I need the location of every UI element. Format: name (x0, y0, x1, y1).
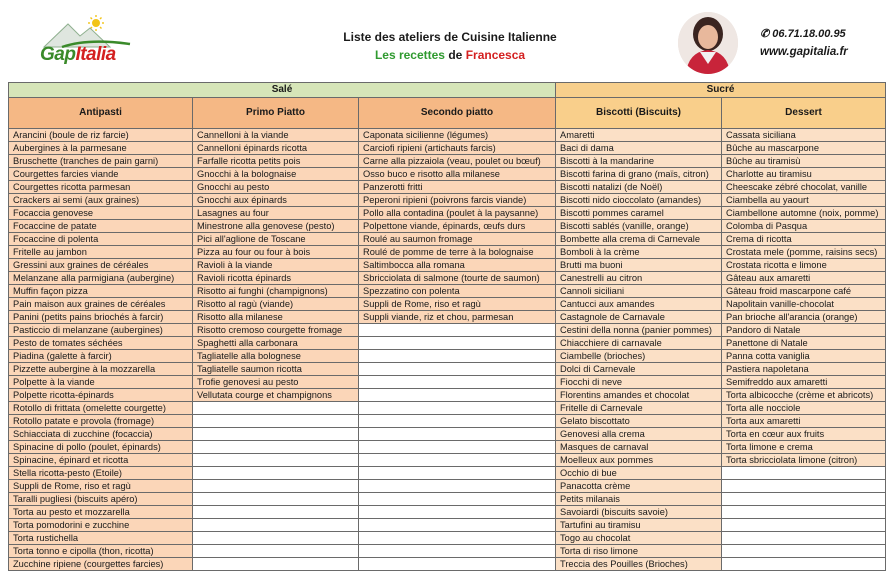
biscotti-cell: Biscotti natalizi (de Noël) (556, 181, 722, 194)
biscotti-cell: Biscotti à la mandarine (556, 155, 722, 168)
dessert-cell: Torta aux amaretti (722, 415, 886, 428)
primo-piatto-cell (193, 545, 359, 558)
table-row (9, 493, 886, 506)
dessert-cell (722, 493, 886, 506)
table-row (9, 259, 886, 272)
table-row (9, 155, 886, 168)
antipasti-cell: Pasticcio di melanzane (aubergines) (9, 324, 193, 337)
antipasti-cell: Torta rustichella (9, 532, 193, 545)
antipasti-cell: Pizzette aubergine à la mozzarella (9, 363, 193, 376)
antipasti-cell: Spinacine di pollo (poulet, épinards) (9, 441, 193, 454)
secondo-piatto-cell (359, 558, 556, 571)
biscotti-cell: Bomboli à la crème (556, 246, 722, 259)
primo-piatto-cell (193, 493, 359, 506)
secondo-piatto-cell (359, 441, 556, 454)
table-row (9, 272, 886, 285)
secondo-piatto-cell: Suppli de Rome, riso et ragù (359, 298, 556, 311)
secondo-piatto-cell: Osso buco e risotto alla milanese (359, 168, 556, 181)
secondo-piatto-cell (359, 545, 556, 558)
dessert-cell (722, 506, 886, 519)
biscotti-cell: Chiacchiere di carnavale (556, 337, 722, 350)
dessert-cell: Bûche au mascarpone (722, 142, 886, 155)
table-row (9, 415, 886, 428)
antipasti-cell: Schiacciata di zucchine (focaccia) (9, 428, 193, 441)
biscotti-cell: Treccia des Pouilles (Brioches) (556, 558, 722, 571)
secondo-piatto-cell (359, 532, 556, 545)
secondo-piatto-cell (359, 337, 556, 350)
primo-piatto-cell: Tagliatelle saumon ricotta (193, 363, 359, 376)
primo-piatto-cell: Ravioli à la viande (193, 259, 359, 272)
secondo-piatto-cell: Panzerotti fritti (359, 181, 556, 194)
biscotti-cell: Fiocchi di neve (556, 376, 722, 389)
gapitalia-logo[interactable] (40, 14, 135, 70)
antipasti-cell: Rotollo patate e provola (fromage) (9, 415, 193, 428)
table-row (9, 181, 886, 194)
table-row (9, 558, 886, 571)
dessert-cell: Gâteau aux amaretti (722, 272, 886, 285)
antipasti-cell: Courgettes farcies viande (9, 168, 193, 181)
primo-piatto-cell: Ravioli ricotta épinards (193, 272, 359, 285)
table-row (9, 532, 886, 545)
secondo-piatto-cell: Carciofi ripieni (artichauts farcis) (359, 142, 556, 155)
primo-piatto-cell (193, 519, 359, 532)
biscotti-cell: Panacotta crème (556, 480, 722, 493)
biscotti-cell: Biscotti farina di grano (maïs, citron) (556, 168, 722, 181)
primo-piatto-cell: Cannelloni à la viande (193, 129, 359, 142)
biscotti-cell: Ciambelle (brioches) (556, 350, 722, 363)
biscotti-cell: Baci di dama (556, 142, 722, 155)
table-row (9, 441, 886, 454)
primo-piatto-cell (193, 480, 359, 493)
biscotti-cell: Fritelle di Carnevale (556, 402, 722, 415)
dessert-cell (722, 519, 886, 532)
table-row (9, 376, 886, 389)
sun-mountain-icon (40, 14, 135, 48)
antipasti-cell: Polpette ricotta-épinards (9, 389, 193, 402)
dessert-cell (722, 532, 886, 545)
biscotti-cell: Canestrelli au citron (556, 272, 722, 285)
antipasti-cell: Torta au pesto et mozzarella (9, 506, 193, 519)
column-antipasti: Antipasti (9, 98, 193, 129)
biscotti-cell: Biscotti nido cioccolato (amandes) (556, 194, 722, 207)
table-row (9, 324, 886, 337)
secondo-piatto-cell: Pollo alla contadina (poulet à la paysanne) (359, 207, 556, 220)
table-row (9, 506, 886, 519)
group-sucre: Sucré (556, 83, 886, 98)
biscotti-cell: Genovesi alla crema (556, 428, 722, 441)
antipasti-cell: Spinacine, épinard et ricotta (9, 454, 193, 467)
biscotti-cell: Bombette alla crema di Carnevale (556, 233, 722, 246)
column-primo-piatto: Primo Piatto (193, 98, 359, 129)
dessert-cell: Colomba di Pasqua (722, 220, 886, 233)
antipasti-cell: Taralli pugliesi (biscuits apéro) (9, 493, 193, 506)
secondo-piatto-cell (359, 402, 556, 415)
dessert-cell (722, 545, 886, 558)
table-row (9, 311, 886, 324)
secondo-piatto-cell (359, 324, 556, 337)
secondo-piatto-cell (359, 350, 556, 363)
biscotti-cell: Savoiardi (biscuits savoie) (556, 506, 722, 519)
table-row (9, 402, 886, 415)
secondo-piatto-cell: Peperoni ripieni (poivrons farcis viande) (359, 194, 556, 207)
secondo-piatto-cell: Carne alla pizzaiola (veau, poulet ou bœuf) (359, 155, 556, 168)
table-row (9, 194, 886, 207)
dessert-cell: Pan brioche all'arancia (orange) (722, 311, 886, 324)
primo-piatto-cell (193, 402, 359, 415)
dessert-cell: Pastiera napoletana (722, 363, 886, 376)
table-row (9, 233, 886, 246)
table-row (9, 545, 886, 558)
primo-piatto-cell: Pizza au four ou four à bois (193, 246, 359, 259)
dessert-cell: Gâteau froid mascarpone café (722, 285, 886, 298)
table-row (9, 168, 886, 181)
dessert-cell: Panna cotta vaniglia (722, 350, 886, 363)
primo-piatto-cell: Cannelloni épinards ricotta (193, 142, 359, 155)
antipasti-cell: Crackers ai semi (aux graines) (9, 194, 193, 207)
recipes-table (8, 82, 886, 571)
antipasti-cell: Stella ricotta-pesto (Etoile) (9, 467, 193, 480)
primo-piatto-cell: Gnocchi à la bolognaise (193, 168, 359, 181)
antipasti-cell: Zucchine ripiene (courgettes farcies) (9, 558, 193, 571)
table-row (9, 350, 886, 363)
page-title: Liste des ateliers de Cuisine Italienne (343, 30, 557, 44)
antipasti-cell: Panini (petits pains briochés à farcir) (9, 311, 193, 324)
column-secondo-piatto: Secondo piatto (359, 98, 556, 129)
table-row (9, 480, 886, 493)
biscotti-cell: Moelleux aux pommes (556, 454, 722, 467)
primo-piatto-cell: Spaghetti alla carbonara (193, 337, 359, 350)
biscotti-cell: Florentins amandes et chocolat (556, 389, 722, 402)
table-row (9, 428, 886, 441)
secondo-piatto-cell: Roulé au saumon fromage (359, 233, 556, 246)
dessert-cell: Crostata mele (pomme, raisins secs) (722, 246, 886, 259)
antipasti-cell: Fritelle au jambon (9, 246, 193, 259)
secondo-piatto-cell: Caponata sicilienne (légumes) (359, 129, 556, 142)
antipasti-cell: Rotollo di frittata (omelette courgette) (9, 402, 193, 415)
antipasti-cell: Aubergines à la parmesane (9, 142, 193, 155)
secondo-piatto-cell (359, 389, 556, 402)
group-header-row (9, 83, 886, 98)
antipasti-cell: Polpette à la viande (9, 376, 193, 389)
antipasti-cell: Muffin façon pizza (9, 285, 193, 298)
primo-piatto-cell: Risotto ai funghi (champignons) (193, 285, 359, 298)
primo-piatto-cell (193, 428, 359, 441)
antipasti-cell: Focaccine de patate (9, 220, 193, 233)
secondo-piatto-cell: Polpettone viande, épinards, œufs durs (359, 220, 556, 233)
antipasti-cell: Suppli de Rome, riso et ragù (9, 480, 193, 493)
secondo-piatto-cell (359, 363, 556, 376)
table-row (9, 207, 886, 220)
page-subtitle: Les recettes de Francesca (374, 48, 526, 62)
dessert-cell: Pandoro di Natale (722, 324, 886, 337)
primo-piatto-cell (193, 558, 359, 571)
table-row (9, 246, 886, 259)
primo-piatto-cell: Lasagnes au four (193, 207, 359, 220)
secondo-piatto-cell (359, 480, 556, 493)
biscotti-cell: Brutti ma buoni (556, 259, 722, 272)
website-link[interactable]: www.gapitalia.fr (760, 46, 848, 58)
dessert-cell: Semifreddo aux amaretti (722, 376, 886, 389)
secondo-piatto-cell: Saltimbocca alla romana (359, 259, 556, 272)
secondo-piatto-cell (359, 506, 556, 519)
biscotti-cell: Castagnole de Carnavale (556, 311, 722, 324)
secondo-piatto-cell (359, 519, 556, 532)
table-row (9, 337, 886, 350)
table-row (9, 220, 886, 233)
antipasti-cell: Piadina (galette à farcir) (9, 350, 193, 363)
primo-piatto-cell: Trofie genovesi au pesto (193, 376, 359, 389)
dessert-cell (722, 467, 886, 480)
column-biscotti: Biscotti (Biscuits) (556, 98, 722, 129)
column-dessert: Dessert (722, 98, 886, 129)
dessert-cell: Torta albicocche (crème et abricots) (722, 389, 886, 402)
dessert-cell (722, 480, 886, 493)
dessert-cell: Torta limone e crema (722, 441, 886, 454)
logo-wordmark: GapItalia (40, 44, 116, 65)
primo-piatto-cell: Risotto alla milanese (193, 311, 359, 324)
secondo-piatto-cell: Roulé de pomme de terre à la bolognaise (359, 246, 556, 259)
antipasti-cell: Melanzane alla parmigiana (aubergine) (9, 272, 193, 285)
biscotti-cell: Tartufini au tiramisu (556, 519, 722, 532)
primo-piatto-cell: Minestrone alla genovese (pesto) (193, 220, 359, 233)
secondo-piatto-cell: Spezzatino con polenta (359, 285, 556, 298)
antipasti-cell: Pesto de tomates séchées (9, 337, 193, 350)
dessert-cell: Cassata siciliana (722, 129, 886, 142)
antipasti-cell: Gressini aux graines de céréales (9, 259, 193, 272)
recipes-body (9, 129, 886, 571)
antipasti-cell: Focaccia genovese (9, 207, 193, 220)
antipasti-cell: Focaccine di polenta (9, 233, 193, 246)
biscotti-cell: Gelato biscottato (556, 415, 722, 428)
secondo-piatto-cell: Sbricciolata di salmone (tourte de saumon) (359, 272, 556, 285)
secondo-piatto-cell (359, 376, 556, 389)
primo-piatto-cell: Gnocchi au pesto (193, 181, 359, 194)
dessert-cell: Napolitain vanille-chocolat (722, 298, 886, 311)
dessert-cell: Ciambella au yaourt (722, 194, 886, 207)
biscotti-cell: Cannoli siciliani (556, 285, 722, 298)
antipasti-cell: Courgettes ricotta parmesan (9, 181, 193, 194)
title-block (300, 28, 600, 64)
contact-block (760, 26, 890, 62)
primo-piatto-cell (193, 415, 359, 428)
group-sale: Salé (9, 83, 556, 98)
secondo-piatto-cell (359, 467, 556, 480)
antipasti-cell: Bruschette (tranches de pain garni) (9, 155, 193, 168)
biscotti-cell: Petits milanais (556, 493, 722, 506)
secondo-piatto-cell (359, 493, 556, 506)
primo-piatto-cell: Tagliatelle alla bolognese (193, 350, 359, 363)
primo-piatto-cell (193, 532, 359, 545)
primo-piatto-cell (193, 454, 359, 467)
table-row (9, 285, 886, 298)
primo-piatto-cell: Pici all'aglione de Toscane (193, 233, 359, 246)
antipasti-cell: Torta tonno e cipolla (thon, ricotta) (9, 545, 193, 558)
antipasti-cell: Pain maison aux graines de céréales (9, 298, 193, 311)
primo-piatto-cell: Farfalle ricotta petits pois (193, 155, 359, 168)
table-row (9, 389, 886, 402)
dessert-cell: Charlotte au tiramisu (722, 168, 886, 181)
antipasti-cell: Torta pomodorini e zucchine (9, 519, 193, 532)
secondo-piatto-cell (359, 454, 556, 467)
page-header (0, 0, 890, 82)
biscotti-cell: Dolci di Carnevale (556, 363, 722, 376)
chef-photo (678, 12, 738, 74)
table-row (9, 363, 886, 376)
biscotti-cell: Biscotti pommes caramel (556, 207, 722, 220)
primo-piatto-cell (193, 506, 359, 519)
dessert-cell (722, 558, 886, 571)
biscotti-cell: Occhio di bue (556, 467, 722, 480)
primo-piatto-cell: Vellutata courge et champignons (193, 389, 359, 402)
dessert-cell: Cheescake zébré chocolat, vanille (722, 181, 886, 194)
biscotti-cell: Biscotti sablés (vanille, orange) (556, 220, 722, 233)
table-row (9, 519, 886, 532)
biscotti-cell: Torta di riso limone (556, 545, 722, 558)
biscotti-cell: Togo au chocolat (556, 532, 722, 545)
dessert-cell: Torta alle nocciole (722, 402, 886, 415)
biscotti-cell: Masques de carnaval (556, 441, 722, 454)
biscotti-cell: Amaretti (556, 129, 722, 142)
column-header-row (9, 98, 886, 129)
dessert-cell: Crostata ricotta e limone (722, 259, 886, 272)
dessert-cell: Crema di ricotta (722, 233, 886, 246)
primo-piatto-cell (193, 441, 359, 454)
primo-piatto-cell: Gnocchi aux épinards (193, 194, 359, 207)
phone-number[interactable]: ✆ 06.71.18.00.95 (760, 28, 846, 40)
secondo-piatto-cell (359, 415, 556, 428)
antipasti-cell: Arancini (boule de riz farcie) (9, 129, 193, 142)
table-row (9, 142, 886, 155)
dessert-cell: Bûche au tiramisù (722, 155, 886, 168)
biscotti-cell: Cestini della nonna (panier pommes) (556, 324, 722, 337)
secondo-piatto-cell: Suppli viande, riz et chou, parmesan (359, 311, 556, 324)
dessert-cell: Torta en cœur aux fruits (722, 428, 886, 441)
primo-piatto-cell: Risotto cremoso courgette fromage (193, 324, 359, 337)
table-row (9, 467, 886, 480)
biscotti-cell: Cantucci aux amandes (556, 298, 722, 311)
primo-piatto-cell: Risotto al ragù (viande) (193, 298, 359, 311)
dessert-cell: Panettone di Natale (722, 337, 886, 350)
primo-piatto-cell (193, 467, 359, 480)
dessert-cell: Torta sbricciolata limone (citron) (722, 454, 886, 467)
dessert-cell: Ciambellone automne (noix, pomme) (722, 207, 886, 220)
table-row (9, 454, 886, 467)
table-row (9, 129, 886, 142)
secondo-piatto-cell (359, 428, 556, 441)
table-row (9, 298, 886, 311)
